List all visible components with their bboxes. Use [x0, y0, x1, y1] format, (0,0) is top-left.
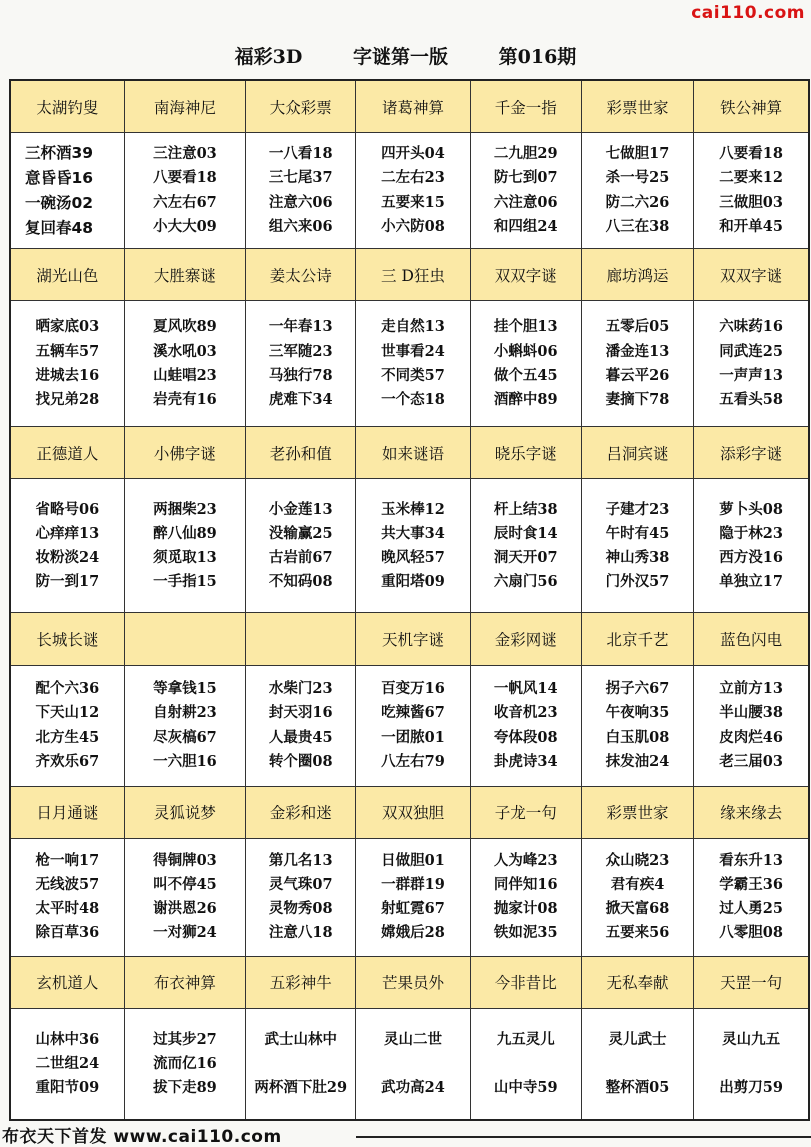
- riddle-line: 八三在38: [605, 217, 670, 235]
- riddle-line: 白玉肌08: [605, 728, 670, 746]
- riddle-line: 一对狮24: [153, 924, 217, 942]
- riddle-cell: [124, 1008, 245, 1120]
- riddle-cell: [470, 665, 581, 786]
- riddle-cell: [10, 479, 124, 613]
- riddle-cell: [356, 301, 470, 427]
- riddle-line: 隐于林23: [719, 524, 783, 542]
- riddle-line: 一团脓01: [381, 728, 445, 746]
- column-header: [124, 613, 245, 665]
- riddle-line: 酒醉中89: [493, 390, 558, 408]
- riddle-cell: [470, 479, 581, 613]
- column-header: 金彩网谜: [470, 613, 581, 665]
- riddle-line: 妻摘下78: [605, 390, 670, 408]
- riddle-line: 嫦娥后28: [381, 924, 445, 942]
- riddle-line: 小六防08: [381, 217, 445, 235]
- riddle-line: 一群群19: [381, 876, 445, 894]
- riddle-line: 拐子六67: [605, 680, 670, 698]
- riddle-cell: [356, 838, 470, 956]
- riddle-line: 一帆风14: [493, 680, 558, 698]
- column-header: 正德道人: [10, 427, 124, 479]
- riddle-line: 流而亿16: [153, 1054, 217, 1072]
- header-row: [10, 249, 809, 301]
- riddle-line: 五辆车57: [35, 342, 100, 360]
- riddle-line: 七做胆17: [605, 145, 670, 163]
- riddle-line: 防七到07: [493, 169, 558, 187]
- riddle-line: 辰时食14: [493, 524, 558, 542]
- riddle-line: 夸体段08: [493, 728, 558, 746]
- column-header: 大众彩票: [246, 80, 356, 133]
- riddle-cell: [356, 479, 470, 613]
- riddle-line: 山林中36: [35, 1030, 100, 1048]
- column-header: 廊坊鸿运: [581, 249, 693, 301]
- riddle-line: 防一到17: [35, 573, 100, 591]
- riddle-line: 虎难下34: [268, 390, 333, 408]
- riddle-line: 晒家底03: [35, 318, 100, 336]
- riddle-line: 日做胆01: [381, 851, 445, 869]
- riddle-line: 六味药16: [719, 318, 783, 336]
- riddle-line: 北方生45: [35, 728, 100, 746]
- riddle-line: 和四组24: [493, 217, 558, 235]
- header-row: [10, 613, 809, 665]
- riddle-line: 杆上结38: [493, 500, 558, 518]
- riddle-cell: [581, 665, 693, 786]
- column-header: 大胜寨谜: [124, 249, 245, 301]
- riddle-line: 醉八仙89: [153, 524, 217, 542]
- header-row: [10, 786, 809, 838]
- column-header: 天机字谜: [356, 613, 470, 665]
- riddle-line: 立前方13: [719, 680, 783, 698]
- riddle-line: 杀一号25: [605, 169, 670, 187]
- riddle-line: [582, 1052, 693, 1076]
- riddle-line: 收音机23: [493, 704, 558, 722]
- column-header: 五彩神牛: [246, 956, 356, 1008]
- riddle-line: 一碗汤02: [25, 193, 94, 212]
- header-row: [10, 427, 809, 479]
- site-logo: cai110.com: [691, 3, 805, 23]
- riddle-line: 灵物秀08: [268, 900, 333, 918]
- column-header: 双双字谜: [470, 249, 581, 301]
- riddle-line: 等拿钱15: [153, 680, 217, 698]
- riddle-line: 配个六36: [35, 680, 100, 698]
- riddle-line: [356, 1052, 469, 1076]
- riddle-line: 封天羽16: [268, 704, 333, 722]
- riddle-line: 人最贵45: [268, 728, 333, 746]
- riddle-line: 共大事34: [381, 524, 445, 542]
- title-brand: 福彩3D: [234, 46, 303, 68]
- column-header: 添彩字谜: [694, 427, 809, 479]
- riddle-cell: [124, 838, 245, 956]
- column-header: 千金一指: [470, 80, 581, 133]
- riddle-line: 一八看18: [268, 145, 333, 163]
- column-header: 铁公神算: [694, 80, 809, 133]
- riddle-line: 二左右23: [381, 169, 445, 187]
- riddle-line: 出剪刀59: [719, 1078, 783, 1096]
- title-issue: 第016期: [498, 46, 577, 68]
- riddle-line: 神山秀38: [605, 548, 670, 566]
- riddle-line: 防二六26: [605, 193, 670, 211]
- riddle-line: 同武连25: [719, 342, 783, 360]
- column-header: 晓乐字谜: [470, 427, 581, 479]
- riddle-line: 夏风吹89: [153, 318, 217, 336]
- riddle-cell: [10, 665, 124, 786]
- column-header: 湖光山色: [10, 249, 124, 301]
- riddle-row: [10, 1008, 809, 1120]
- riddle-line: 二九胆29: [493, 145, 558, 163]
- riddle-table: [9, 79, 810, 1121]
- riddle-line: 二要来12: [719, 169, 783, 187]
- riddle-cell: [694, 1008, 809, 1120]
- riddle-cell: [246, 838, 356, 956]
- riddle-line: 小金莲13: [268, 500, 333, 518]
- column-header: 双双独胆: [356, 786, 470, 838]
- riddle-line: 午时有45: [605, 524, 670, 542]
- column-header: 北京千艺: [581, 613, 693, 665]
- riddle-cell: [694, 479, 809, 613]
- riddle-cell: [10, 838, 124, 956]
- riddle-line: 午夜响35: [605, 704, 670, 722]
- riddle-cell: [246, 479, 356, 613]
- riddle-line: 三七尾37: [268, 169, 333, 187]
- column-header: 玄机道人: [10, 956, 124, 1008]
- riddle-line: 八要看18: [719, 145, 783, 163]
- riddle-line: [246, 1052, 355, 1076]
- column-header: [246, 613, 356, 665]
- column-header: 老孙和值: [246, 427, 356, 479]
- riddle-cell: [470, 1008, 581, 1120]
- riddle-line: 注意八18: [268, 924, 333, 942]
- column-header: 缘来缘去: [694, 786, 809, 838]
- riddle-cell: [694, 301, 809, 427]
- riddle-cell: [356, 665, 470, 786]
- column-header: 双双字谜: [694, 249, 809, 301]
- column-header: 如来谜语: [356, 427, 470, 479]
- column-header: 无私奉献: [581, 956, 693, 1008]
- riddle-line: 古岩前67: [268, 548, 333, 566]
- riddle-line: 山蛙唱23: [153, 366, 217, 384]
- column-header: 今非昔比: [470, 956, 581, 1008]
- riddle-line: 没输赢25: [268, 524, 333, 542]
- riddle-line: 尽灰槁67: [153, 728, 217, 746]
- riddle-line: 水柴门23: [268, 680, 333, 698]
- column-header: 诸葛神算: [356, 80, 470, 133]
- riddle-line: 六扇门56: [493, 573, 558, 591]
- riddle-cell: [694, 838, 809, 956]
- riddle-cell: [124, 665, 245, 786]
- riddle-line: 整杯酒05: [605, 1078, 670, 1096]
- riddle-line: 马独行78: [268, 366, 333, 384]
- column-header: 彩票世家: [581, 80, 693, 133]
- riddle-line: 三做胆03: [719, 193, 783, 211]
- column-header: 日月通谜: [10, 786, 124, 838]
- riddle-line: 拔下走89: [153, 1079, 217, 1097]
- riddle-line: 得铜牌03: [153, 851, 217, 869]
- riddle-line: 半山腰38: [719, 704, 783, 722]
- riddle-line: 溪水吼03: [153, 342, 217, 360]
- riddle-line: 进城去16: [35, 366, 100, 384]
- page-title: [0, 42, 811, 69]
- riddle-line: 子建才23: [605, 500, 670, 518]
- riddle-line: 一手指15: [153, 573, 217, 591]
- riddle-cell: [124, 133, 245, 249]
- riddle-line: 小蝌蚪06: [493, 342, 558, 360]
- riddle-line: 自射耕23: [153, 704, 217, 722]
- column-header: 彩票世家: [581, 786, 693, 838]
- riddle-line: 无线波57: [35, 876, 100, 894]
- column-header: 金彩和迷: [246, 786, 356, 838]
- riddle-line: 三军随23: [268, 342, 333, 360]
- riddle-line: 掀天富68: [605, 900, 670, 918]
- riddle-cell: [470, 301, 581, 427]
- riddle-cell: [246, 301, 356, 427]
- column-header: 南海神尼: [124, 80, 245, 133]
- riddle-cell: [694, 665, 809, 786]
- riddle-line: 和开单45: [719, 217, 783, 235]
- riddle-line: 转个圈08: [268, 752, 333, 770]
- riddle-line: 萝卜头08: [719, 500, 783, 518]
- riddle-line: 齐欢乐67: [35, 752, 100, 770]
- riddle-line: 找兄弟28: [35, 390, 100, 408]
- riddle-line: 心痒痒13: [35, 524, 100, 542]
- riddle-line: 灵山二世: [383, 1030, 442, 1048]
- riddle-line: 须觅取13: [153, 548, 217, 566]
- riddle-line: 八零胆08: [719, 924, 783, 942]
- column-header: 姜太公诗: [246, 249, 356, 301]
- riddle-line: 五要来15: [381, 193, 445, 211]
- riddle-line: 四开头04: [381, 145, 445, 163]
- riddle-line: 洞天开07: [493, 548, 558, 566]
- riddle-row: [10, 665, 809, 786]
- riddle-line: 灵气珠07: [268, 876, 333, 894]
- riddle-row: [10, 301, 809, 427]
- riddle-line: 君有疾4: [610, 876, 665, 894]
- riddle-line: 潘金连13: [605, 342, 670, 360]
- riddle-line: 西方没16: [719, 548, 783, 566]
- column-header: 天罡一句: [694, 956, 809, 1008]
- riddle-cell: [10, 301, 124, 427]
- riddle-line: 二世组24: [35, 1054, 100, 1072]
- riddle-line: 五要来56: [605, 924, 670, 942]
- riddle-cell: [470, 838, 581, 956]
- riddle-line: 学霸王36: [719, 876, 783, 894]
- column-header: 布衣神算: [124, 956, 245, 1008]
- riddle-line: 一六胆16: [153, 752, 217, 770]
- riddle-line: 暮云平26: [605, 366, 670, 384]
- riddle-line: 看东升13: [719, 851, 783, 869]
- riddle-line: 人为峰23: [493, 851, 558, 869]
- riddle-line: 六左右67: [153, 193, 217, 211]
- header-row: [10, 956, 809, 1008]
- riddle-line: 枪一响17: [35, 851, 100, 869]
- column-header: 小佛字谜: [124, 427, 245, 479]
- riddle-line: 叫不停45: [153, 876, 217, 894]
- riddle-line: 六注意06: [493, 193, 558, 211]
- riddle-line: 挂个胆13: [493, 318, 558, 336]
- riddle-line: [694, 1052, 808, 1076]
- riddle-line: 铁如泥35: [493, 924, 558, 942]
- riddle-line: 太平时48: [35, 900, 100, 918]
- riddle-line: 玉米棒12: [381, 500, 445, 518]
- riddle-line: 吃辣酱67: [381, 704, 445, 722]
- riddle-row: [10, 133, 809, 249]
- riddle-cell: [246, 665, 356, 786]
- riddle-line: 武士山林中: [264, 1030, 337, 1048]
- riddle-line: 重阳节09: [35, 1079, 100, 1097]
- riddle-line: 不同类57: [381, 366, 445, 384]
- riddle-line: 五零后05: [605, 318, 670, 336]
- riddle-cell: [246, 133, 356, 249]
- riddle-cell: [581, 1008, 693, 1120]
- riddle-line: 两捆柴23: [153, 500, 217, 518]
- riddle-line: 武功高24: [381, 1078, 445, 1096]
- riddle-cell: [581, 301, 693, 427]
- riddle-line: 山中寺59: [493, 1078, 558, 1096]
- riddle-line: 老三届03: [719, 752, 783, 770]
- riddle-line: 一声声13: [719, 366, 783, 384]
- riddle-line: 走自然13: [381, 318, 445, 336]
- riddle-line: 八要看18: [153, 169, 217, 187]
- riddle-cell: [10, 1008, 124, 1120]
- riddle-line: 做个五45: [493, 366, 558, 384]
- column-header: 芒果员外: [356, 956, 470, 1008]
- riddle-line: 第几名13: [268, 851, 333, 869]
- riddle-line: 射虹霓67: [381, 900, 445, 918]
- riddle-line: 过人勇25: [719, 900, 783, 918]
- riddle-line: 五看头58: [719, 390, 783, 408]
- riddle-line: 不知码08: [268, 573, 333, 591]
- riddle-cell: [124, 301, 245, 427]
- riddle-cell: [356, 133, 470, 249]
- riddle-cell: [581, 479, 693, 613]
- riddle-cell: [581, 838, 693, 956]
- riddle-line: 八左右79: [381, 752, 445, 770]
- riddle-line: 下天山12: [35, 704, 100, 722]
- riddle-line: 复回春48: [25, 218, 94, 237]
- riddle-line: 晚风轻57: [381, 548, 445, 566]
- riddle-line: 众山晓23: [605, 851, 670, 869]
- riddle-line: 组六来06: [268, 217, 333, 235]
- riddle-line: 九五灵儿: [496, 1030, 555, 1048]
- riddle-line: 单独立17: [719, 573, 783, 591]
- riddle-line: 同伴知16: [493, 876, 558, 894]
- title-name: 字谜第一版: [353, 46, 449, 68]
- header-row: [10, 80, 809, 133]
- riddle-cell: [124, 479, 245, 613]
- column-header: 子龙一句: [470, 786, 581, 838]
- riddle-line: 妆粉淡24: [35, 548, 100, 566]
- column-header: 灵狐说梦: [124, 786, 245, 838]
- riddle-line: 门外汉57: [605, 573, 670, 591]
- riddle-line: 百变万16: [381, 680, 445, 698]
- riddle-line: 三注意03: [153, 145, 217, 163]
- riddle-line: 灵儿武士: [608, 1030, 667, 1048]
- column-header: 蓝色闪电: [694, 613, 809, 665]
- riddle-line: 除百草36: [35, 924, 100, 942]
- riddle-line: 灵山九五: [722, 1030, 781, 1048]
- footer-rule: [356, 1136, 811, 1138]
- riddle-line: 两杯酒下肚29: [254, 1078, 348, 1096]
- column-header: 三 D狂虫: [356, 249, 470, 301]
- riddle-cell: [470, 133, 581, 249]
- riddle-row: [10, 838, 809, 956]
- column-header: 长城长谜: [10, 613, 124, 665]
- riddle-cell: [694, 133, 809, 249]
- riddle-line: 卦虎诗34: [493, 752, 558, 770]
- riddle-line: 皮肉烂46: [719, 728, 783, 746]
- riddle-cell: [581, 133, 693, 249]
- riddle-line: 一年春13: [268, 318, 333, 336]
- riddle-line: 抹发油24: [605, 752, 670, 770]
- riddle-line: 谢洪恩26: [153, 900, 217, 918]
- riddle-cell: [356, 1008, 470, 1120]
- riddle-line: 一个态18: [381, 390, 445, 408]
- riddle-line: 岩壳有16: [153, 390, 217, 408]
- riddle-line: 小大大09: [153, 217, 217, 235]
- riddle-line: 意昏昏16: [25, 168, 94, 187]
- riddle-line: 注意六06: [268, 193, 333, 211]
- footer-credit: 布衣天下首发 www.cai110.com: [2, 1127, 282, 1147]
- riddle-line: 过其步27: [153, 1030, 217, 1048]
- riddle-line: [471, 1052, 581, 1076]
- riddle-line: 省略号06: [35, 500, 100, 518]
- column-header: 太湖钓叟: [10, 80, 124, 133]
- riddle-cell: [10, 133, 124, 249]
- riddle-row: [10, 479, 809, 613]
- riddle-line: 世事看24: [381, 342, 445, 360]
- riddle-cell: [246, 1008, 356, 1120]
- riddle-line: 抛家计08: [493, 900, 558, 918]
- riddle-line: 三杯酒39: [25, 143, 94, 162]
- riddle-line: 重阳塔09: [381, 573, 445, 591]
- column-header: 吕洞宾谜: [581, 427, 693, 479]
